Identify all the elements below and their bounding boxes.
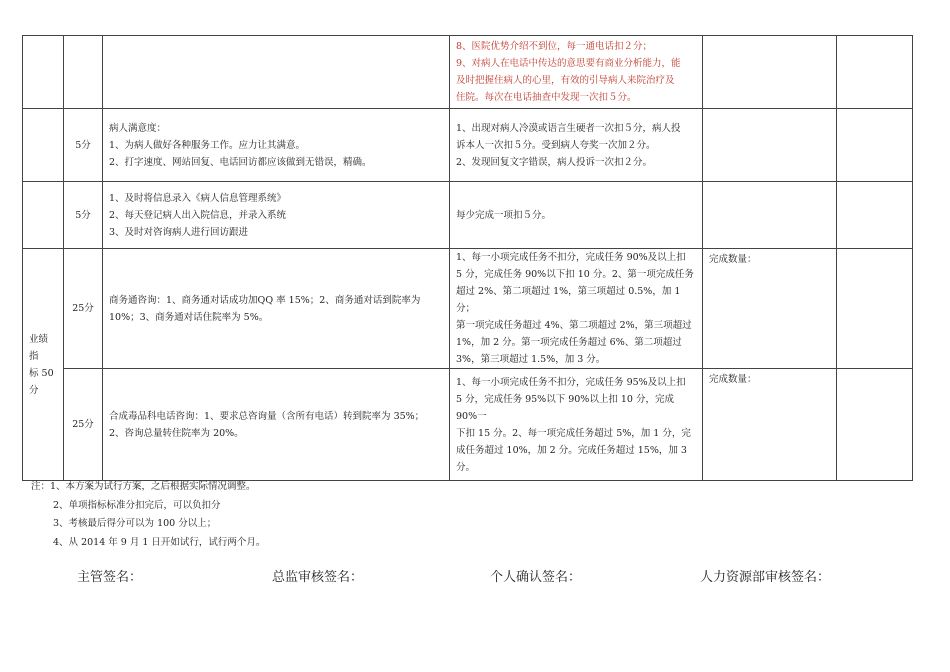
completion-cell: 完成数量： [703, 249, 837, 369]
table-row [23, 182, 913, 249]
standard-cell [103, 249, 450, 369]
score-cell: 5分 [64, 109, 103, 182]
penalty-line: 1%，加 2 分。第一项完成任务超过 6%、第二项超过 [456, 337, 682, 348]
hr-signature-label: 人力资源部审核签名： [700, 570, 831, 585]
table-row [23, 36, 913, 109]
category-cell [23, 182, 64, 249]
note-line: 注：1、本方案为试行方案，之后根据实际情况调整。 [31, 481, 256, 492]
penalty-line: 5 分，完成任务 95%以下 90%以上扣 10 分，完成 90%一 [456, 393, 677, 422]
penalty-cell [450, 36, 703, 109]
penalty-line: 8、医院优势介绍不到位，每一通电话扣２分； [456, 41, 653, 52]
score-cell: 5分 [64, 182, 103, 249]
penalty-line: 3%，第三项超过 1.5%，加 3 分。 [456, 354, 606, 365]
penalty-line: 成任务超过 10%，加 2 分。完成任务超过 15%，加 3 [456, 444, 687, 456]
note-line: 4、从 2014 年 9 月 1 日开如试行，试行两个月。 [53, 536, 266, 548]
completion-cell [703, 182, 837, 249]
supervisor-signature-label: 主管签名： [77, 570, 143, 585]
penalty-cell [450, 249, 703, 369]
penalty-cell: 每少完成一项扣５分。 [450, 182, 703, 249]
standard-line: 3、及时对咨询病人进行回访跟进 [109, 226, 249, 238]
standard-cell [103, 369, 450, 481]
category-cell [23, 249, 64, 481]
penalty-line: 1、每一小项完成任务不扣分，完成任务 95%及以上扣 [456, 376, 686, 388]
extra-cell [837, 182, 913, 249]
category-cell [23, 36, 64, 109]
standard-line: 商务通咨询：1、商务通对话成功加QQ 率 15%；2、商务通对话到院率为 [109, 294, 421, 306]
standard-cell [103, 36, 450, 109]
table-row [23, 109, 913, 182]
score-cell [64, 36, 103, 109]
category-line: 分 [29, 384, 39, 396]
standard-cell [103, 182, 450, 249]
standard-line: 1、及时将信息录入《病人信息管理系统》 [109, 192, 287, 204]
kpi-table [22, 35, 913, 481]
category-cell [23, 109, 64, 182]
score-cell: 25分 [64, 249, 103, 369]
standard-line: 10%；3、商务通对话住院率为 5%。 [109, 311, 269, 323]
notes-section [31, 478, 265, 552]
personal-signature-label: 个人确认签名： [490, 570, 582, 585]
category-line: 标 50 [29, 367, 54, 379]
penalty-line: 超过 2%、第二项超过 1%，第三项超过 0.5%，加 1 分； [456, 286, 684, 314]
penalty-cell [450, 109, 703, 182]
note-line: 2、单项指标标准分扣完后，可以负扣分 [53, 499, 221, 511]
table-row [23, 249, 913, 369]
penalty-line: 下扣 15 分。2、每一项完成任务超过 5%，加 1 分，完 [456, 427, 691, 439]
standard-line: 2、每天登记病人出入院信息，并录入系统 [109, 209, 287, 221]
extra-cell [837, 36, 913, 109]
completion-cell [703, 109, 837, 182]
completion-cell [703, 36, 837, 109]
table-row [23, 369, 913, 481]
extra-cell [837, 369, 913, 481]
standard-line: 病人满意度： [109, 122, 167, 134]
penalty-line: 分。 [456, 461, 476, 473]
note-line: 3、考核最后得分可以为 100 分以上； [53, 518, 217, 529]
standard-cell [103, 109, 450, 182]
standard-line: 2、咨询总量转住院率为 20%。 [109, 427, 244, 439]
penalty-cell [450, 369, 703, 481]
extra-cell [837, 109, 913, 182]
extra-cell [837, 249, 913, 369]
score-cell: 25分 [64, 369, 103, 481]
standard-line: 合成毒品科电话咨询：1、要求总咨询量（含所有电话）转到院率为 35%； [109, 410, 425, 422]
penalty-line: 1、每一小项完成任务不扣分，完成任务 90%及以上扣 [456, 252, 686, 263]
standard-line: 2、打字速度、网站回复、电话回访都应该做到无错误，精确。 [109, 156, 372, 168]
penalty-line: 及时把握住病人的心里，有效的引导病人来院治疗及 [456, 75, 675, 86]
penalty-line: 第一项完成任务超过 4%、第二项超过 2%，第三项超过 [456, 320, 692, 331]
standard-line: 1、为病人做好各种服务工作。应力让其满意。 [109, 139, 306, 151]
penalty-line: 9、对病人在电话中传达的意思要有商业分析能力，能 [456, 58, 681, 69]
penalty-line: 5 分，完成任务 90%以下扣 10 分。2、第一项完成任务 [456, 269, 694, 280]
completion-cell: 完成数量： [703, 369, 837, 481]
penalty-line: 住院。每次在电话抽查中发现一次扣５分。 [456, 92, 637, 103]
penalty-line: 2、发现回复文字错误，病人投诉一次扣２分。 [456, 156, 653, 168]
penalty-line: 诉本人一次扣５分。受到病人夸奖一次加２分。 [456, 139, 656, 151]
category-line: 业绩指 [29, 333, 49, 362]
penalty-line: 1、出现对病人冷漠或语言生硬者一次扣５分，病人投 [456, 122, 681, 134]
director-signature-label: 总监审核签名： [272, 570, 364, 585]
